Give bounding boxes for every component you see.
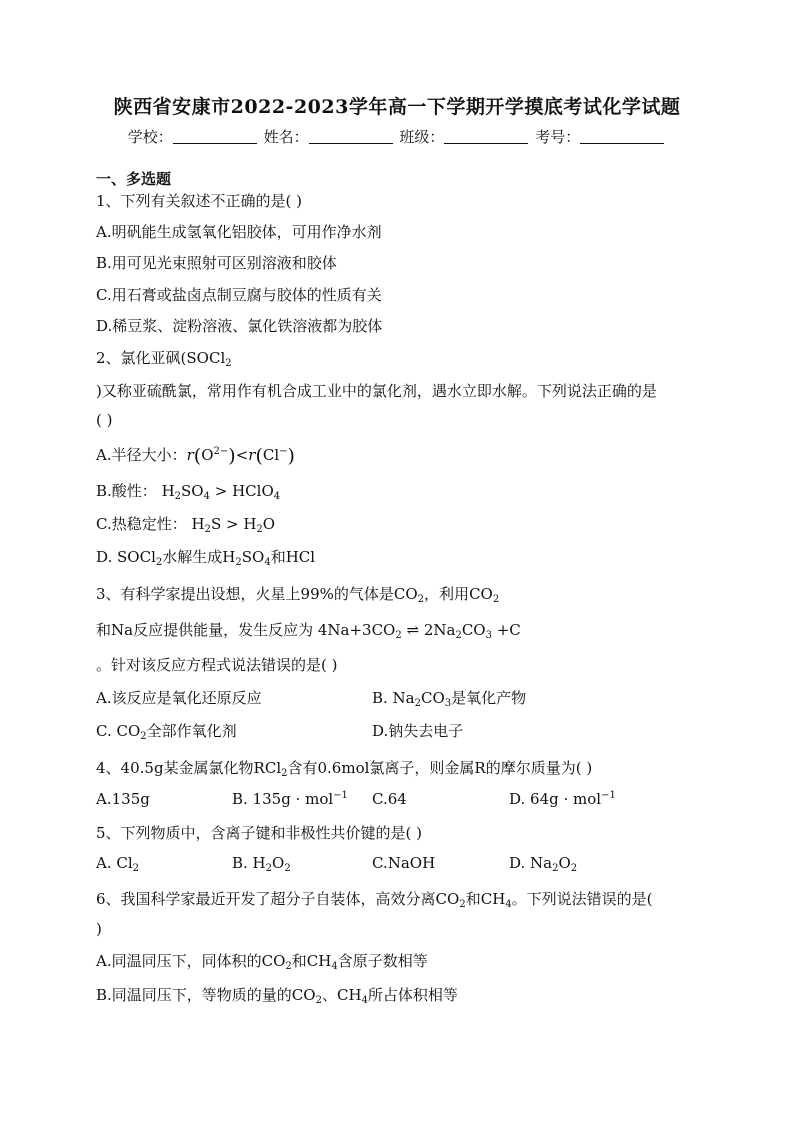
q3-option-b: B. $Na_2CO_3$是氧化产物: [372, 689, 527, 709]
q6-option-a: A.同温同压下，同体积的$CO_2$和$CH_4$含原子数相等: [96, 952, 428, 972]
q3-option-d: D.钠失去电子: [372, 722, 464, 740]
q5-option-c: C.NaOH: [372, 854, 436, 872]
q2-option-c: C.热稳定性： $H_2S > H_2O$: [96, 515, 276, 535]
q4-option-d: D. 64g · mol$^{-1}$: [509, 790, 616, 808]
q4-stem: 4、40.5g某金属氯化物RCl$_2$含有0.6mol氯离子，则金属R的摩尔质量为( ): [96, 759, 593, 779]
number-label: 考号：: [535, 128, 581, 146]
q1-option-b: B.用可见光束照射可区别溶液和胶体: [96, 254, 337, 272]
q5-stem: 5、下列物质中，含离子键和非极性共价键的是( ): [96, 824, 423, 842]
q1-stem: 1、下列有关叙述不正确的是( ): [96, 192, 303, 210]
q4-option-c: C.64: [372, 790, 407, 808]
q6-option-b: B.同温同压下，等物质的量的$CO_2$、$CH_4$所占体积相等: [96, 986, 458, 1006]
q5-option-d: D. $Na_2O_2$: [509, 854, 578, 874]
q2-stem-line1: 2、氯化亚砜(SOCl$_2$: [96, 349, 232, 369]
q2-formula: SOCl$_2$: [186, 349, 232, 369]
name-blank[interactable]: [309, 129, 393, 144]
school-blank[interactable]: [173, 129, 257, 144]
q3-option-c: C. $CO_2$全部作氧化剂: [96, 722, 237, 742]
number-blank[interactable]: [580, 129, 664, 144]
section-title: 一、多选题: [96, 170, 172, 188]
q3-stem-line2: 和Na反应提供能量，发生反应为 $4Na+3CO_2$ ⇌ $2Na_2CO_3 +C$: [96, 621, 521, 641]
q2-option-a: A.半径大小：$r(O^{2-})<r(Cl^-)$: [96, 445, 295, 467]
school-label: 学校：: [127, 128, 173, 146]
name-label: 姓名：: [263, 128, 309, 146]
q5-option-a: A. $Cl_2$: [96, 854, 140, 874]
q4-option-b: B. 135g · mol$^{-1}$: [232, 790, 348, 808]
q6-stem-line1: 6、我国科学家最近开发了超分子自装体，高效分离$CO_2$和$CH_4$。下列说法错误的是(: [96, 890, 653, 910]
q3-stem-line3: 。针对该反应方程式说法错误的是( ): [96, 656, 338, 674]
q3-stem-line1: 3、有科学家提出设想，火星上99%的气体是$CO_2$，利用$CO_2$: [96, 585, 500, 605]
q2-option-b: B.酸性： $H_2SO_4$ > HClO$_4$: [96, 482, 281, 502]
page-title: 陕西省安康市2022-2023学年高一下学期开学摸底考试化学试题: [113, 96, 681, 118]
q2-stem-line3: ( ): [96, 411, 113, 429]
q2-stem-line2: )又称亚硫酰氯，常用作有机合成工业中的氯化剂，遇水立即水解。下列说法正确的是: [96, 382, 657, 400]
class-label: 班级：: [399, 128, 445, 146]
q1-option-d: D.稀豆浆、淀粉溶液、氯化铁溶液都为胶体: [96, 317, 383, 335]
q5-option-b: B. $H_2O_2$: [232, 854, 291, 874]
q6-stem-line2: ): [96, 920, 102, 938]
q1-option-a: A.明矾能生成氢氧化铝胶体，可用作净水剂: [96, 223, 382, 241]
q1-option-c: C.用石膏或盐卤点制豆腐与胶体的性质有关: [96, 286, 382, 304]
q4-option-a: A.135g: [96, 790, 150, 808]
q3-option-a: A.该反应是氧化还原反应: [96, 689, 262, 707]
student-info-row: [0, 126, 794, 147]
q2-option-d: D. SOCl$_2$水解生成$H_2SO_4$和HCl: [96, 548, 316, 568]
class-blank[interactable]: [444, 129, 528, 144]
